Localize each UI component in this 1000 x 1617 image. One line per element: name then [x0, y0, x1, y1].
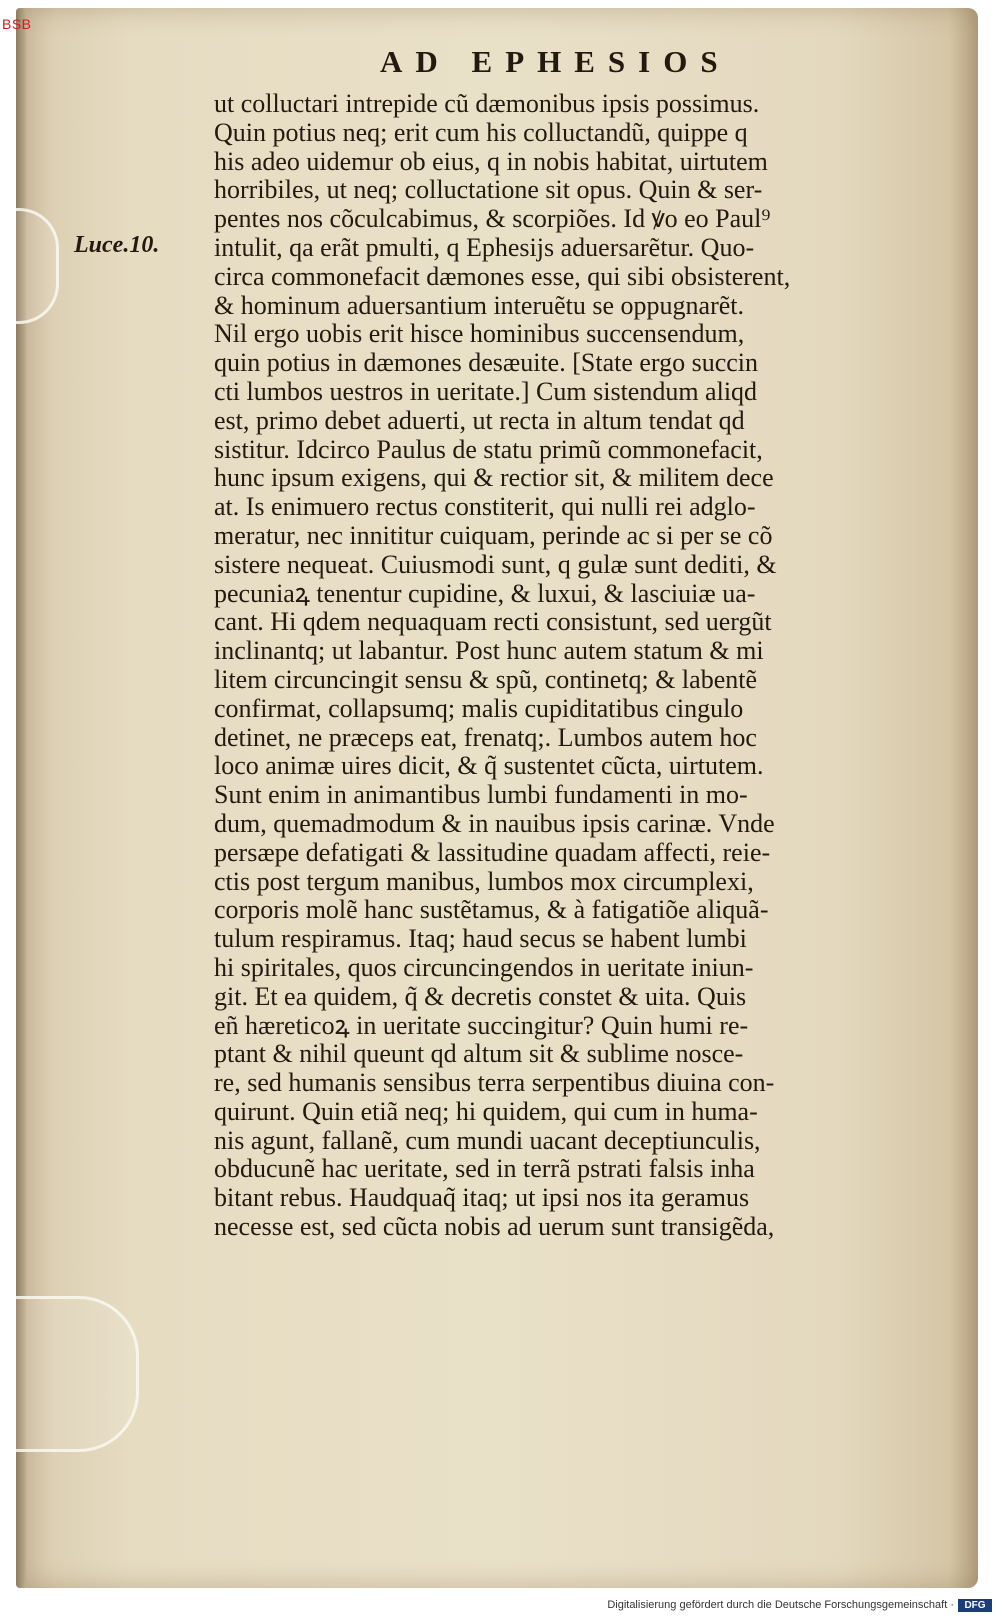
text-line: tulum respiramus. Itaq; haud secus se habent lumbi — [214, 924, 747, 954]
text-line: re, sed humanis sensibus terra serpentibus diuina con- — [214, 1068, 775, 1098]
text-line: eñ hæreticoꝝ in ueritate succingitur? Quin humi re- — [214, 1010, 749, 1040]
text-line: horribiles, ut neq; colluctatione sit opus. Quin & ser- — [214, 175, 763, 205]
text-line: dum, quemadmodum & in nauibus ipsis carinæ. Vnde — [214, 808, 775, 838]
text-line: bitant rebus. Haudquaq̃ itaq; ut ipsi nos ita geramus — [214, 1183, 750, 1213]
text-line: his adeo uidemur ob eius, q in nobis habitat, uirtutem — [214, 146, 768, 176]
text-line: git. Et ea quidem, q̃ & decretis constet & uita. Quis — [214, 981, 747, 1011]
page-clip-shadow — [16, 1296, 139, 1452]
text-line: quirunt. Quin etiã neq; hi quidem, qui cum in huma- — [214, 1096, 758, 1126]
library-mark: BSB — [2, 16, 32, 32]
dfg-logo: DFG — [958, 1599, 992, 1612]
text-line: detinet, ne præceps eat, frenatq;. Lumbos autem hoc — [214, 722, 757, 752]
text-line: confirmat, collapsumq; malis cupiditatibus cingulo — [214, 693, 744, 723]
text-line: circa commonefacit dæmones esse, qui sibi obsisterent, — [214, 261, 791, 291]
text-line: Nil ergo uobis erit hisce hominibus succensendum, — [214, 319, 745, 349]
text-line: cant. Hi qdem nequaquam recti consistunt, sed uergũt — [214, 607, 772, 637]
page-clip-shadow — [16, 208, 59, 324]
text-line: est, primo debet aduerti, ut recta in altum tendat qd — [214, 405, 745, 435]
text-line: & hominum aduersantium interuẽtu se oppugnarẽt. — [214, 290, 744, 320]
text-line: sistere nequeat. Cuiusmodi sunt, q gulæ sunt dediti, & — [214, 549, 777, 579]
text-line: persæpe defatigati & lassitudine quadam affecti, reie- — [214, 837, 771, 867]
text-line: quin potius in dæmones desæuite. [State ergo succin — [214, 348, 759, 378]
text-line: corporis molẽ hanc sustẽtamus, & à fatigatiõe aliquã- — [214, 895, 769, 925]
text-line: inclinantq; ut labantur. Post hunc autem statum & mi — [214, 636, 764, 666]
text-line: Quin potius neq; erit cum his colluctandũ, quippe q — [214, 117, 748, 147]
running-head: AD EPHESIOS — [380, 44, 731, 79]
margin-note: Luce.10. — [74, 232, 160, 258]
text-line: meratur, nec innititur cuiquam, perinde ac si per se cõ — [214, 520, 773, 550]
text-line: litem circuncingit sensu & spũ, continetq; & labentẽ — [214, 664, 757, 694]
footer-bar — [0, 1597, 1000, 1617]
text-line: hi spiritales, quos circuncingendos in ueritate iniun- — [214, 952, 754, 982]
body-text — [214, 90, 914, 1242]
text-line: obducunẽ hac ueritate, sed in terrã pstrati falsis inha — [214, 1154, 755, 1184]
text-line: nis agunt, fallanẽ, cum mundi uacant deceptiunculis, — [214, 1125, 761, 1155]
text-line: ut colluctari intrepide cũ dæmonibus ipsis possimus. — [214, 89, 760, 118]
text-line: necesse est, sed cũcta nobis ad uerum sunt transigẽda, — [214, 1212, 775, 1242]
funding-credit: Digitalisierung gefördert durch die Deutsche Forschungsgemeinschaft · — [607, 1599, 954, 1611]
text-line: Sunt enim in animantibus lumbi fundamenti in mo- — [214, 780, 748, 810]
text-line: at. Is enimuero rectus constiterit, qui nulli rei adglo- — [214, 492, 756, 522]
text-line: cti lumbos uestros in ueritate.] Cum sistendum aliqd — [214, 376, 758, 406]
text-line: ctis post tergum manibus, lumbos mox circumplexi, — [214, 866, 754, 896]
text-line: loco animæ uires dicit, & q̃ sustentet cũcta, uirtutem. — [214, 751, 764, 781]
text-line: sistitur. Idcirco Paulus de statu primũ commonefacit, — [214, 434, 763, 464]
text-line: pecuniaꝝ tenentur cupidine, & luxui, & lasciuiæ ua- — [214, 578, 756, 608]
text-line: intulit, qa erãt pmulti, q Ephesijs aduersarẽtur. Quo- — [214, 232, 755, 262]
text-line: hunc ipsum exigens, qui & rectior sit, & militem dece — [214, 463, 774, 493]
text-line: pentes nos cõculcabimus, & scorpiões. Id ꝟo eo Paul⁹ — [214, 204, 771, 234]
text-line: ptant & nihil queunt qd altum sit & sublime nosce- — [214, 1039, 744, 1069]
